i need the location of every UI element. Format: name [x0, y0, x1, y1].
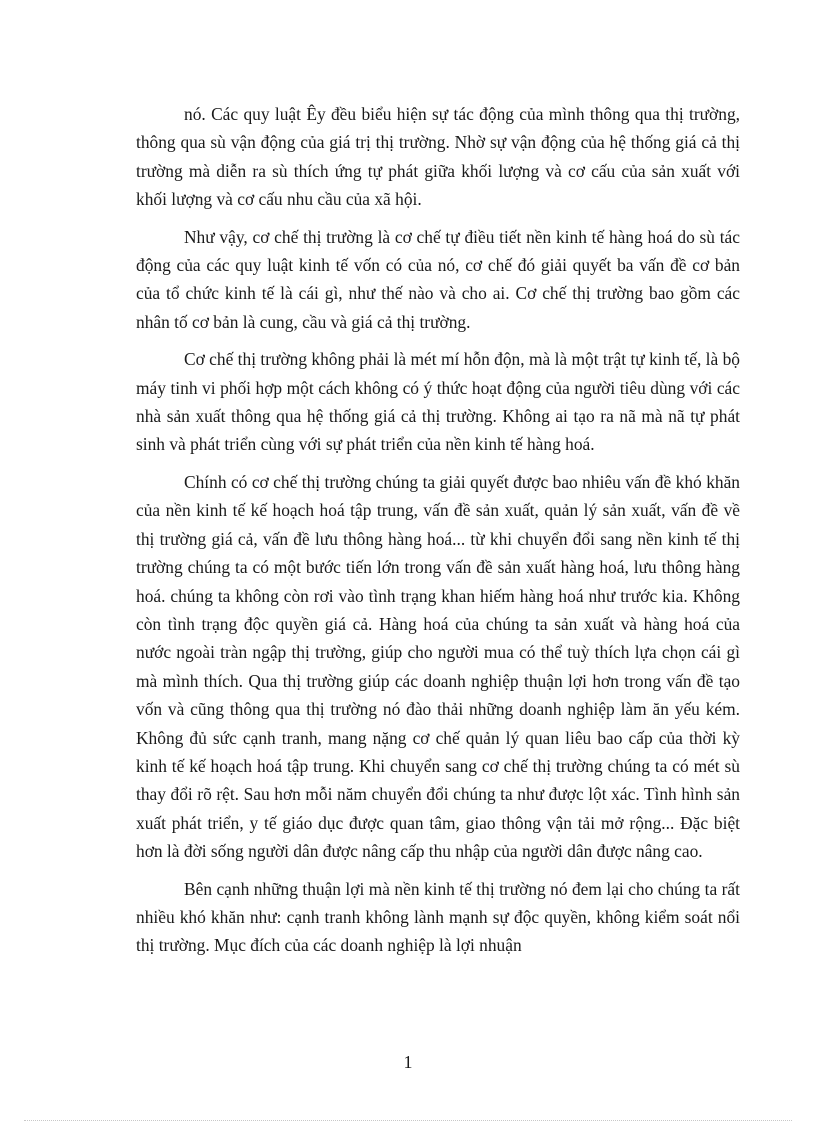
page-bottom-divider [24, 1120, 792, 1121]
paragraph-1: nó. Các quy luật Êy đều biểu hiện sự tác động của mình thông qua thị trường, thông qua sù vận động của giá trị thị trường. Nhờ sự vận động của hệ thống giá cả thị trường mà diễn ra sù thích ứng tự phát giữa khối lượng và cơ cấu của sản xuất với khối lượng và cơ cấu nhu cầu của xã hội. [136, 104, 740, 210]
body-text [136, 100, 740, 969]
paragraph-4: Chính có cơ chế thị trường chúng ta giải quyết được bao nhiêu vấn đề khó khăn của nền kinh tế kế hoạch hoá tập trung, vấn đề sản xuất, quản lý sản xuất, vấn đề về thị trường giá cả, vấn đề lưu thông hàng hoá... từ khi chuyển đổi sang nền kinh tế thị trường chúng ta có một bước tiến lớn trong vấn đề sản xuất hàng hoá, lưu thông hàng hoá. chúng ta không còn rơi vào tình trạng khan hiếm hàng hoá như trước kia. Không còn tình trạng độc quyền giá cả. Hàng hoá của chúng ta sản xuất và hàng hoá của nước ngoài tràn ngập thị trường, giúp cho người mua có thể tuỳ thích lựa chọn cái gì mà mình thích. Qua thị trường giúp các doanh nghiệp thuận lợi hơn trong vấn đề tạo vốn và cũng thông qua thị trường nó đào thải những doanh nghiệp làm ăn yếu kém. Không đủ sức cạnh tranh, mang nặng cơ chế quản lý quan liêu bao cấp của thời kỳ kinh tế kế hoạch hoá tập trung. Khi chuyển sang cơ chế thị trường chúng ta có mét sù thay đổi rõ rệt. Sau hơn mỗi năm chuyển đổi chúng ta như được lột xác. Tình hình sản xuất phát triển, y tế giáo dục được quan tâm, giao thông vận tải mở rộng... Đặc biệt hơn là đời sống người dân được nâng cấp thu nhập của người dân được nâng cao. [136, 471, 740, 862]
page-number: 1 [403, 1052, 413, 1072]
paragraph-5: Bên cạnh những thuận lợi mà nền kinh tế thị trường nó đem lại cho chúng ta rất nhiều khó khăn như: cạnh tranh không lành mạnh sự độc quyền, không kiểm soát nổi thị trường. Mục đích của các doanh nghiệp là lợi nhuận [136, 878, 740, 956]
paragraph-2: Như vậy, cơ chế thị trường là cơ chế tự điều tiết nền kinh tế hàng hoá do sù tác động của các quy luật kinh tế vốn có của nó, cơ chế đó giải quyết ba vấn đề cơ bản của tổ chức kinh tế là cái gì, như thế nào và cho ai. Cơ chế thị trường bao gồm các nhân tố cơ bản là cung, cầu và giá cả thị trường. [136, 226, 740, 332]
paragraph-3: Cơ chế thị trường không phải là mét mí hỗn độn, mà là một trật tự kinh tế, là bộ máy tinh vi phối hợp một cách không có ý thức hoạt động của người tiêu dùng với các nhà sản xuất thông qua hệ thống giá cả thị trường. Không ai tạo ra nã mà nã tự phát sinh và phát triển cùng với sự phát triển của nền kinh tế hàng hoá. [136, 349, 740, 455]
